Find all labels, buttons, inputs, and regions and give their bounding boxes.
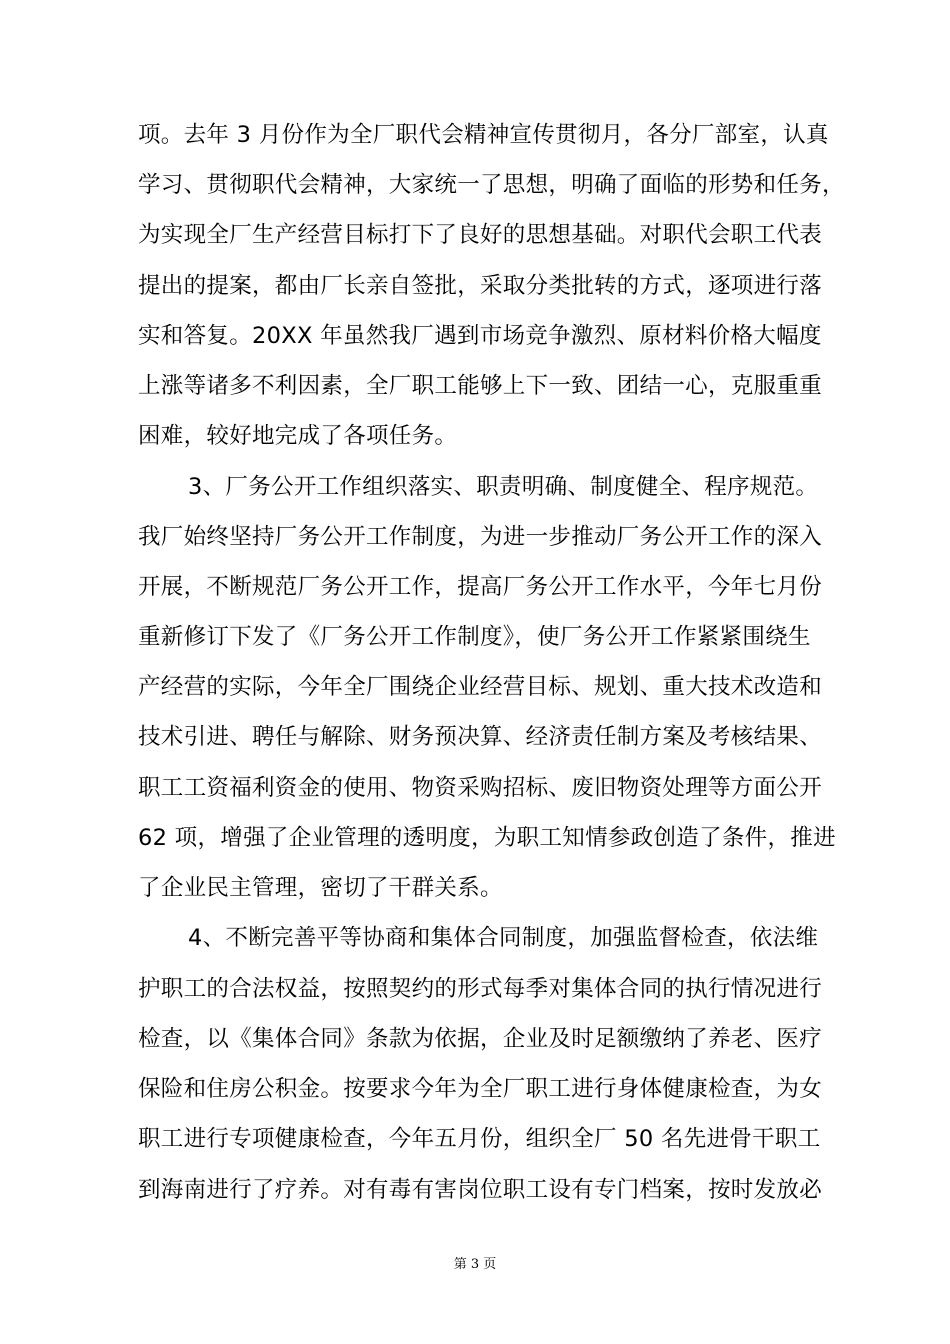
paragraph-line: 到海南进行了疗养。对有毒有害岗位职工设有专门档案，按时发放必	[138, 1177, 823, 1203]
paragraph-line: 技术引进、聘任与解除、财务预决算、经济责任制方案及考核结果、	[138, 724, 823, 750]
paragraph-line: 62 项，增强了企业管理的透明度，为职工知情参政创造了条件，推进	[138, 825, 836, 851]
paragraph-line: 实和答复。20XX 年虽然我厂遇到市场竞争激烈、原材料价格大幅度	[138, 323, 822, 349]
paragraph-line: 我厂始终坚持厂务公开工作制度，为进一步推动厂务公开工作的深入	[138, 524, 823, 550]
paragraph-line: 学习、贯彻职代会精神，大家统一了思想，明确了面临的形势和任务，	[138, 172, 845, 198]
paragraph-line: 项。去年 3 月份作为全厂职代会精神宣传贯彻月，各分厂部室，认真	[138, 122, 829, 148]
paragraph-line: 职工进行专项健康检查，今年五月份，组织全厂 50 名先进骨干职工	[138, 1126, 821, 1152]
paragraph-line: 护职工的合法权益，按照契约的形式每季对集体合同的执行情况进行	[138, 976, 823, 1002]
paragraph-line: 产经营的实际，今年全厂围绕企业经营目标、规划、重大技术改造和	[138, 674, 823, 700]
paragraph-line: 职工工资福利资金的使用、物资采购招标、废旧物资处理等方面公开	[138, 775, 823, 801]
paragraph-line: 上涨等诸多不利因素，全厂职工能够上下一致、团结一心，克服重重	[138, 373, 823, 399]
paragraph-line: 困难，较好地完成了各项任务。	[138, 423, 458, 449]
paragraph-heading-line: 4、不断完善平等协商和集体合同制度，加强监督检查，依法维	[188, 925, 819, 951]
paragraph-line: 保险和住房公积金。按要求今年为全厂职工进行身体健康检查，为女	[138, 1076, 823, 1102]
paragraph-line: 为实现全厂生产经营目标打下了良好的思想基础。对职代会职工代表	[138, 222, 823, 248]
paragraph-line: 提出的提案，都由厂长亲自签批，采取分类批转的方式，逐项进行落	[138, 273, 823, 299]
paragraph-line: 重新修订下发了《厂务公开工作制度》，使厂务公开工作紧紧围绕生	[138, 624, 811, 650]
paragraph-line: 检查，以《集体合同》条款为依据，企业及时足额缴纳了养老、医疗	[138, 1026, 823, 1052]
paragraph-line: 了企业民主管理，密切了干群关系。	[138, 875, 503, 901]
page-number: 第 3 页	[453, 1257, 497, 1272]
paragraph-line: 开展，不断规范厂务公开工作，提高厂务公开工作水平，今年七月份	[138, 574, 823, 600]
paragraph-heading-line: 3、厂务公开工作组织落实、职责明确、制度健全、程序规范。	[188, 474, 819, 500]
